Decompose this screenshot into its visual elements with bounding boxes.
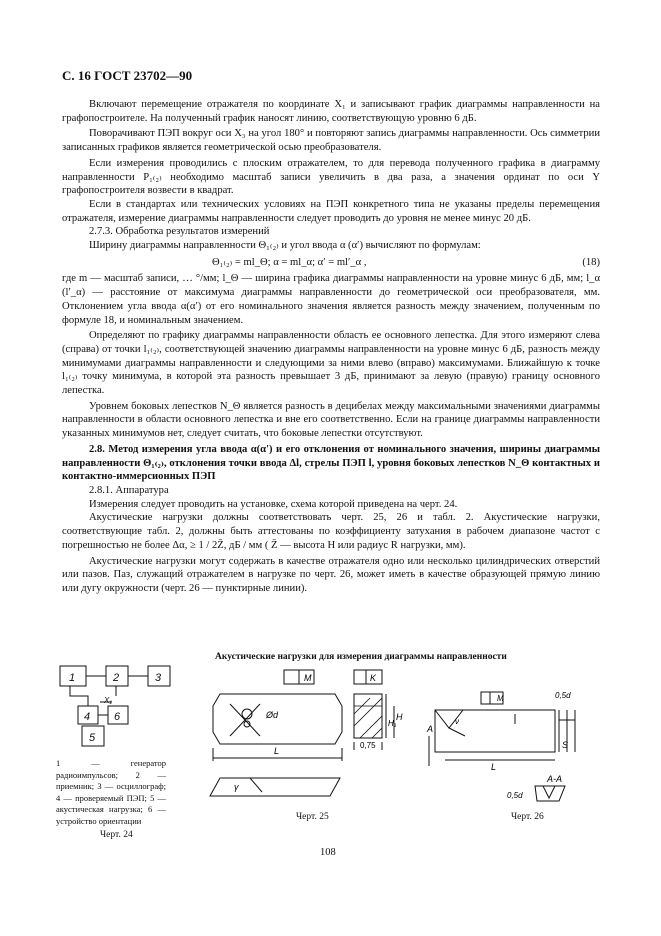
paragraph: Включают перемещение отражателя по координате X₁ и записывают график диаграммы направленности на графопостроителе. На полученный график наносят линию, соответствующую уровню 6 дБ. [62,99,600,124]
figure-24-diagram [56,662,186,732]
dim-label: H₁ [388,719,397,728]
load-side-view [210,778,340,796]
figure-24-legend: 1 — генератор радиоимпульсов; 2 — приемник; 3 — осциллограф; 4 — проверяемый ПЭП; 5 — акустическая нагрузка; 6 — устройство ориентации [56,758,166,826]
formula-number: (18) [582,256,600,268]
dim-label: L [491,762,497,772]
paragraph: Определяют по графику диаграммы направленности область ее основного лепестка. Для этого измеряют слева (справа) от точки l₁₍₂₎, соответствующей значению диаграммы направленности на уровне минус 6 дБ, разность между минимумами диаграммы направленности и следующими за ними влево (вправо) максимумами. Ближайшую к точке l₁₍₂₎ точку минимума, в которой эта разность превышает 3 дБ, принимают за левую (правую) границу основного лепестка. [62,330,600,397]
dim-label: M [497,694,504,703]
paragraph: Измерения следует проводить на установке, схема которой приведена на черт. 24. [89,498,458,510]
figure-26-drawing [425,666,605,816]
dim-label: γ [234,782,239,792]
tolerance-frame-k [354,670,382,684]
paragraph: где m — масштаб записи, … °/мм; l_Θ — ширина графика диаграммы направленности на уровне минус 6 дБ, мм; l_α (l′_α) — расстояние от максимума диаграммы направленности до геометрической оси преобразователя, мм. Отклонением угла ввода α(α′) от его номинального значения является разность между значением, полученным по формуле 18, и номинальным значением. [62,273,600,326]
dim-label: A-A [547,774,563,784]
page-number: 108 [320,847,336,858]
dim-label: 0,5d [507,791,523,800]
section-heading: 2.7.3. Обработка результатов измерений [89,226,270,238]
axis-label: X₁ [104,696,112,705]
dim-label: Ød [266,710,279,720]
figures-title: Акустические нагрузки для измерения диаграммы направленности [215,652,507,662]
figure-25-section [350,666,420,756]
formula-18 [62,256,600,270]
subsection-heading: 2.8.1. Аппаратура [89,484,169,496]
dim-label: H [396,712,403,722]
paragraph: Уровнем боковых лепестков N_Θ является разность в децибелах между максимальными значениями диаграммы направленности в области основного лепестка и вне его соответственно. Если на границе диаграммы направленности указанных минимумов нет, следует считать, что боковые лепестки отсутствуют. [62,400,600,440]
section-a-a [535,786,565,801]
dim-label: S [562,740,569,750]
block-label: 5 [89,732,96,744]
dim-label: L [274,746,280,756]
figure-26-caption: Черт. 26 [511,812,544,822]
dim-label: ν [455,717,459,726]
paragraph: Ширину диаграммы направленности Θ₁₍₂₎ и угол ввода α (α′) вычисляют по формулам: [89,240,481,252]
dim-label: K [370,673,377,683]
block-label: 4 [84,711,91,723]
figure-25-caption: Черт. 25 [296,812,329,822]
figure-24-diagram-lower [78,724,138,758]
dim-label: M [304,673,312,683]
paragraph: Если в стандартах или технических условиях на ПЭП конкретного типа не указаны пределы перемещения отражателя, измерение диаграммы направленности следует проводить до уровня не менее минус 20 дБ. [62,198,600,224]
dim-label: A [427,724,434,734]
block-label: 2 [113,672,120,684]
dim-label: 0,75 [360,741,376,750]
paragraph: Если измерения проводились с плоским отражателем, то для перевода полученного графика в диаграмму направленности P₁₍₂₎ необходимо масштаб записи увеличить в два раза, а значения ординат по оси Y графопостроителя возвести в квадрат. [62,157,600,197]
section-heading: 2.8. Метод измерения угла ввода α(α′) и его отклонения от номинального значения, ширины диаграммы направленности Θ₁₍₂₎, отклонения точки ввода Δl, стрелы ПЭП l, уровня боковых лепестков N_Θ контактных и контактно-иммерсионных ПЭП [62,443,600,483]
paragraph: Поворачивают ПЭП вокруг оси X₃ на угол 180° и повторяют запись диаграммы направленности. Ось симметрии записанных графиков является геометрической осью преобразователя. [62,128,600,154]
formula-text: Θ₁₍₂₎ = ml_Θ; α = ml_α; α′ = ml′_α , [212,256,367,268]
block-label: 1 [69,672,76,684]
page-header: С. 16 ГОСТ 23702—90 [62,68,193,83]
dim-label: 0,5d [555,691,571,700]
body-text [62,98,600,596]
paragraph: Акустические нагрузки должны соответствовать черт. 25, 26 и табл. 2. Акустические нагрузки, соответствующие табл. 2, должны быть аттестованы по коэффициенту затухания в рабочем диапазоне частот с погрешностью не более Δα, ≥ 1 / 2Z̄, дБ / мм ( Z̄ — высота H или радиус R нагрузки, мм). [62,512,600,551]
block-label: 3 [155,672,162,684]
block-label: 6 [114,711,121,723]
section-body [354,694,382,738]
paragraph: Акустические нагрузки могут содержать в качестве отражателя одно или несколько цилиндрических отверстий или пазов. Паз, служащий отражателем в нагрузке по черт. 26, может иметь в качестве образующей прямую линию или дугу окружности (черт. 26 — пунктирные линии). [62,555,600,594]
load-body-26 [435,710,555,752]
figure-24-caption: Черт. 24 [100,830,133,840]
